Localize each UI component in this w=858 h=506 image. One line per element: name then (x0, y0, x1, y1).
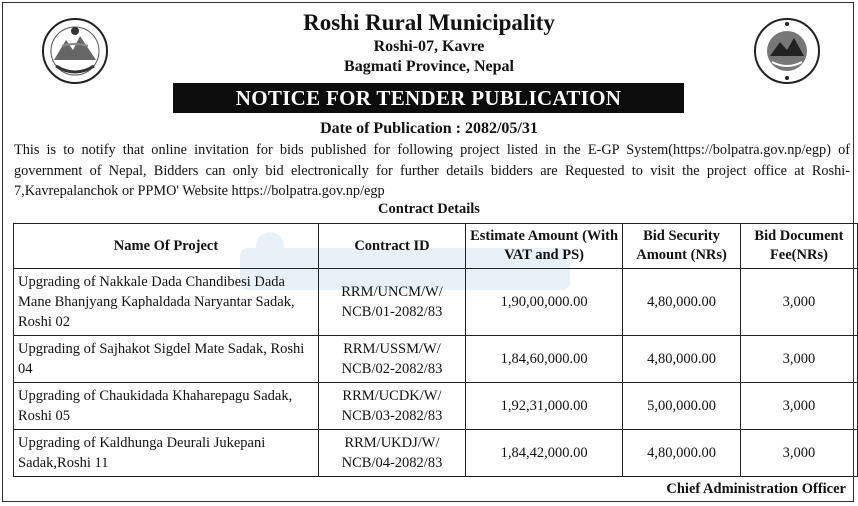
table-row (14, 430, 858, 477)
header-estimate: Estimate Amount (With VAT and PS) (465, 224, 622, 269)
cell-project: Upgrading of Kaldhunga Deurali Jukepani Sadak,Roshi 11 (14, 430, 319, 477)
cell-contract-id: RRM/UNCM/W/ NCB/01-2082/83 (318, 269, 465, 336)
cell-contract-id: RRM/USSM/W/ NCB/02-2082/83 (318, 336, 465, 383)
contract-table (13, 223, 858, 477)
cell-estimate: 1,84,42,000.00 (465, 430, 622, 477)
cell-project: Upgrading of Nakkale Dada Chandibesi Dada Mane Bhanjyang Kaphaldada Naryantar Sadak, Roshi 02 (14, 269, 319, 336)
header-project: Name Of Project (14, 224, 319, 269)
header-bid-fee: Bid Document Fee(NRs) (740, 224, 857, 269)
cell-project: Upgrading of Chaukidada Khaharepagu Sadak, Roshi 05 (14, 383, 319, 430)
header-bid-security: Bid Security Amount (NRs) (623, 224, 741, 269)
cell-bid-security: 4,80,000.00 (623, 269, 741, 336)
cell-bid-security: 4,80,000.00 (623, 430, 741, 477)
header-contract-id: Contract ID (318, 224, 465, 269)
cell-project: Upgrading of Sajhakot Sigdel Mate Sadak, Roshi 04 (14, 336, 319, 383)
table-header-row (14, 224, 858, 269)
province: Bagmati Province, Nepal (344, 58, 514, 75)
ward-location: Roshi-07, Kavre (373, 38, 485, 55)
cell-contract-id: RRM/UKDJ/W/ NCB/04-2082/83 (318, 430, 465, 477)
notice-title: NOTICE FOR TENDER PUBLICATION (173, 83, 684, 113)
cell-estimate: 1,92,31,000.00 (465, 383, 622, 430)
cell-contract-id: RRM/UCDK/W/ NCB/03-2082/83 (318, 383, 465, 430)
cell-bid-security: 5,00,000.00 (623, 383, 741, 430)
cell-estimate: 1,90,00,000.00 (465, 269, 622, 336)
signatory: Chief Administration Officer (666, 481, 846, 497)
cell-bid-fee: 3,000 (740, 383, 857, 430)
publication-date: Date of Publication : 2082/05/31 (320, 120, 538, 137)
contract-details-label: Contract Details (378, 201, 480, 217)
cell-bid-security: 4,80,000.00 (623, 336, 741, 383)
intro-paragraph: This is to notify that online invitation for bids published for following project listed in the E-GP System(https://bolpatra.gov.np/egp) of government of Nepal, Bidders can only bid electronically for further details bidders are Requested to visit the project office at Roshi-7,Kavrepalanchok or PPMO' Website https://bolpatra.gov.np/egp (14, 142, 850, 199)
cell-bid-fee: 3,000 (740, 430, 857, 477)
table-row (14, 336, 858, 383)
municipality-name: Roshi Rural Municipality (303, 10, 555, 35)
table-row (14, 269, 858, 336)
cell-estimate: 1,84,60,000.00 (465, 336, 622, 383)
cell-bid-fee: 3,000 (740, 269, 857, 336)
table-row (14, 383, 858, 430)
cell-bid-fee: 3,000 (740, 336, 857, 383)
